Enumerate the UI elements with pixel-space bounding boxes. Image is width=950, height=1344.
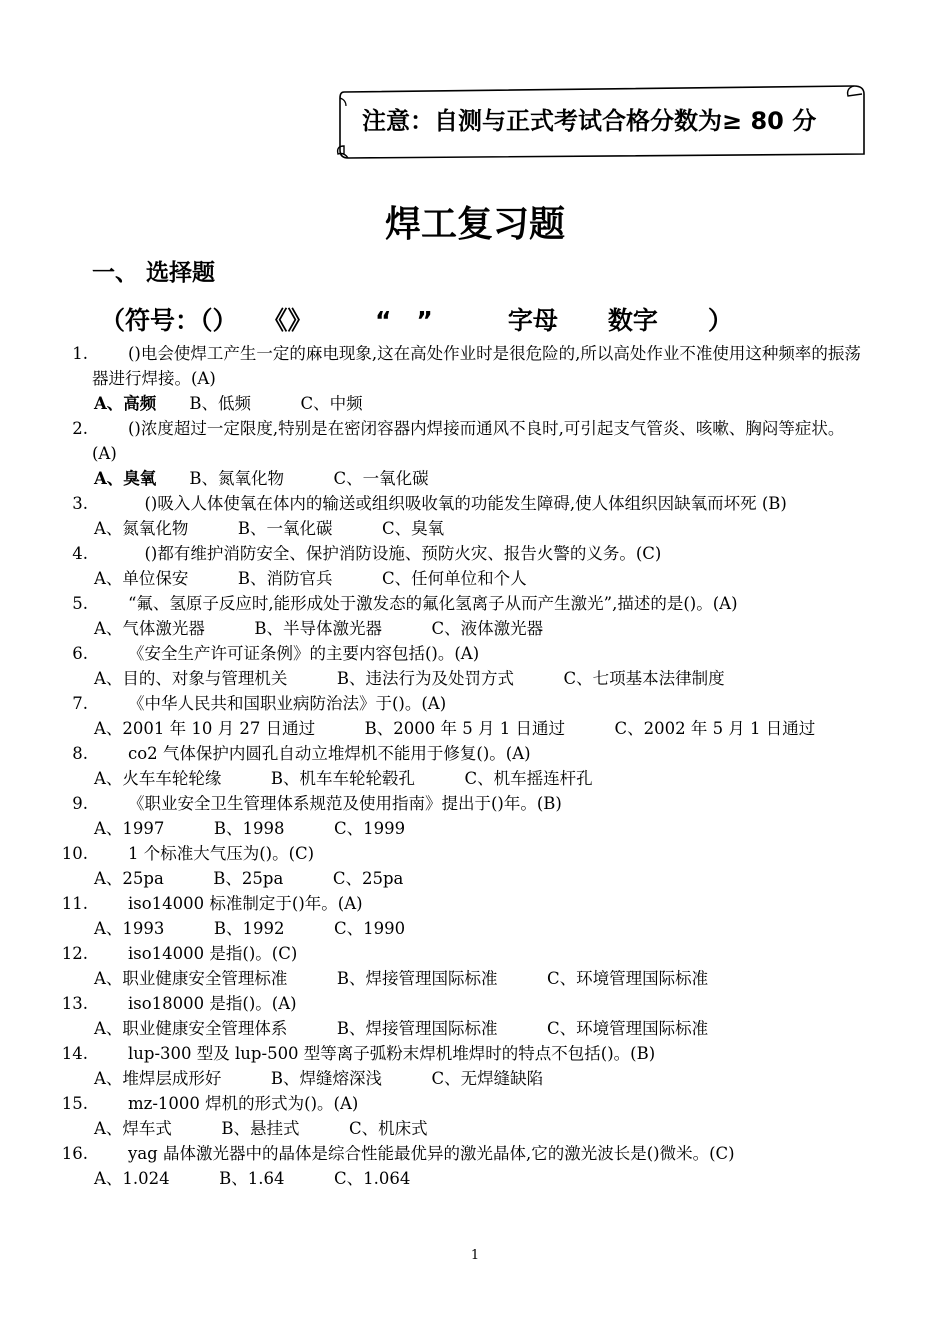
question-item <box>0 416 950 491</box>
question-options <box>94 866 950 891</box>
question-item <box>0 741 950 791</box>
answer-options: A、氮氧化物 B、一氧化碳 C、臭氧 <box>94 519 445 538</box>
question-options <box>94 391 950 416</box>
question-text: ()都有维护消防安全、保护消防设施、预防火灾、报告火警的义务。(C) <box>128 544 662 563</box>
question-options <box>94 716 950 741</box>
question-item <box>0 1141 950 1191</box>
question-item <box>0 541 950 591</box>
question-item <box>0 1091 950 1141</box>
question-options <box>94 1166 950 1191</box>
page-number: 1 <box>470 1248 480 1263</box>
question-number: 8. <box>72 744 88 763</box>
question-text: yag 晶体激光器中的晶体是综合性能最优异的激光晶体,它的激光波长是()微米。(C) <box>128 1144 735 1163</box>
question-options <box>94 1066 950 1091</box>
answer-options: A、1.024 B、1.64 C、1.064 <box>94 1169 411 1188</box>
question-number: 3. <box>72 494 88 513</box>
question-number: 16. <box>61 1144 88 1163</box>
question-text: iso14000 是指()。(C) <box>128 944 298 963</box>
question-number: 14. <box>61 1044 88 1063</box>
question-number: 11. <box>61 894 88 913</box>
question-number: 5. <box>72 594 88 613</box>
question-options <box>94 766 950 791</box>
question-item <box>0 691 950 741</box>
answer-options: A、1997 B、1998 C、1999 <box>94 819 406 838</box>
question-options <box>94 1116 950 1141</box>
answer-options: A、25pa B、25pa C、25pa <box>94 869 404 888</box>
answer-options: A、火车车轮轮缘 B、机车车轮轮毂孔 C、机车摇连杆孔 <box>94 769 593 788</box>
question-item <box>0 941 950 991</box>
question-text: ()浓度超过一定限度,特别是在密闭容器内焊接而通风不良时,可引起支气管炎、咳嗽、胸闷等症状。(A) <box>92 419 845 463</box>
question-options <box>94 916 950 941</box>
question-text: 《职业安全卫生管理体系规范及使用指南》提出于()年。(B) <box>128 794 562 813</box>
answer-options: A、1993 B、1992 C、1990 <box>94 919 406 938</box>
question-options <box>94 666 950 691</box>
question-item <box>0 1041 950 1091</box>
question-options <box>94 466 950 491</box>
answer-options: B、低频 C、中频 <box>156 394 363 413</box>
question-text: mz-1000 焊机的形式为()。(A) <box>128 1094 359 1113</box>
question-number: 9. <box>72 794 88 813</box>
question-text: co2 气体保护内圆孔自动立堆焊机不能用于修复()。(A) <box>128 744 531 763</box>
question-options <box>94 516 950 541</box>
question-number: 10. <box>61 844 88 863</box>
answer-options: A、焊车式 B、悬挂式 C、机床式 <box>94 1119 428 1138</box>
answer-options: A、堆焊层成形好 B、焊缝熔深浅 C、无焊缝缺陷 <box>94 1069 544 1088</box>
answer-option-bold: A、高频 <box>94 394 157 413</box>
notice-banner <box>334 84 866 160</box>
question-number: 12. <box>61 944 88 963</box>
question-text: 1 个标准大气压为()。(C) <box>128 844 315 863</box>
question-item <box>0 591 950 641</box>
question-text: lup-300 型及 lup-500 型等离子弧粉末焊机堆焊时的特点不包括()。(B) <box>128 1044 656 1063</box>
question-number: 15. <box>61 1094 88 1113</box>
question-number: 13. <box>61 994 88 1013</box>
answer-options: A、职业健康安全管理标准 B、焊接管理国际标准 C、环境管理国际标准 <box>94 969 709 988</box>
question-item <box>0 491 950 541</box>
question-options <box>94 566 950 591</box>
question-text: ()电会使焊工产生一定的麻电现象,这在高处作业时是很危险的,所以高处作业不准使用这种频率的振荡器进行焊接。(A) <box>92 344 861 388</box>
answer-options: A、职业健康安全管理体系 B、焊接管理国际标准 C、环境管理国际标准 <box>94 1019 709 1038</box>
answer-options: B、氮氧化物 C、一氧化碳 <box>156 469 429 488</box>
question-text: “氟、氢原子反应时,能形成处于激发态的氟化氢离子从而产生激光”,描述的是()。(A) <box>128 594 738 613</box>
answer-options: A、气体激光器 B、半导体激光器 C、液体激光器 <box>94 619 544 638</box>
answer-option-bold: A、臭氧 <box>94 469 157 488</box>
question-item <box>0 991 950 1041</box>
answer-options: A、目的、对象与管理机关 B、违法行为及处罚方式 C、七项基本法律制度 <box>94 669 725 688</box>
question-options <box>94 616 950 641</box>
question-number: 1. <box>72 344 88 363</box>
question-list <box>0 341 950 1191</box>
question-number: 7. <box>72 694 88 713</box>
question-number: 2. <box>72 419 88 438</box>
question-text: iso14000 标准制定于()年。(A) <box>128 894 363 913</box>
document-title: 焊工复习题 <box>384 204 565 245</box>
question-item <box>0 891 950 941</box>
question-item <box>0 841 950 891</box>
answer-options: A、2001 年 10 月 27 日通过 B、2000 年 5 月 1 日通过 C、2002 年 5 月 1 日通过 <box>94 719 816 738</box>
answer-options: A、单位保安 B、消防官兵 C、任何单位和个人 <box>94 569 527 588</box>
question-item <box>0 641 950 691</box>
question-text: ()吸入人体使氧在体内的输送或组织吸收氧的功能发生障碍,使人体组织因缺氧而坏死 (B) <box>128 494 787 513</box>
symbols-line: （符号：（） 《》 “ ” 字母 数字 ） <box>100 306 733 335</box>
question-options <box>94 816 950 841</box>
notice-text: 注意：自测与正式考试合格分数为≥ 80 分 <box>362 107 817 135</box>
question-item <box>0 341 950 416</box>
question-text: 《安全生产许可证条例》的主要内容包括()。(A) <box>128 644 480 663</box>
section-heading: 一、 选择题 <box>92 260 216 286</box>
question-text: 《中华人民共和国职业病防治法》于()。(A) <box>128 694 447 713</box>
question-item <box>0 791 950 841</box>
question-options <box>94 966 950 991</box>
question-text: iso18000 是指()。(A) <box>128 994 297 1013</box>
question-number: 4. <box>72 544 88 563</box>
question-options <box>94 1016 950 1041</box>
question-number: 6. <box>72 644 88 663</box>
